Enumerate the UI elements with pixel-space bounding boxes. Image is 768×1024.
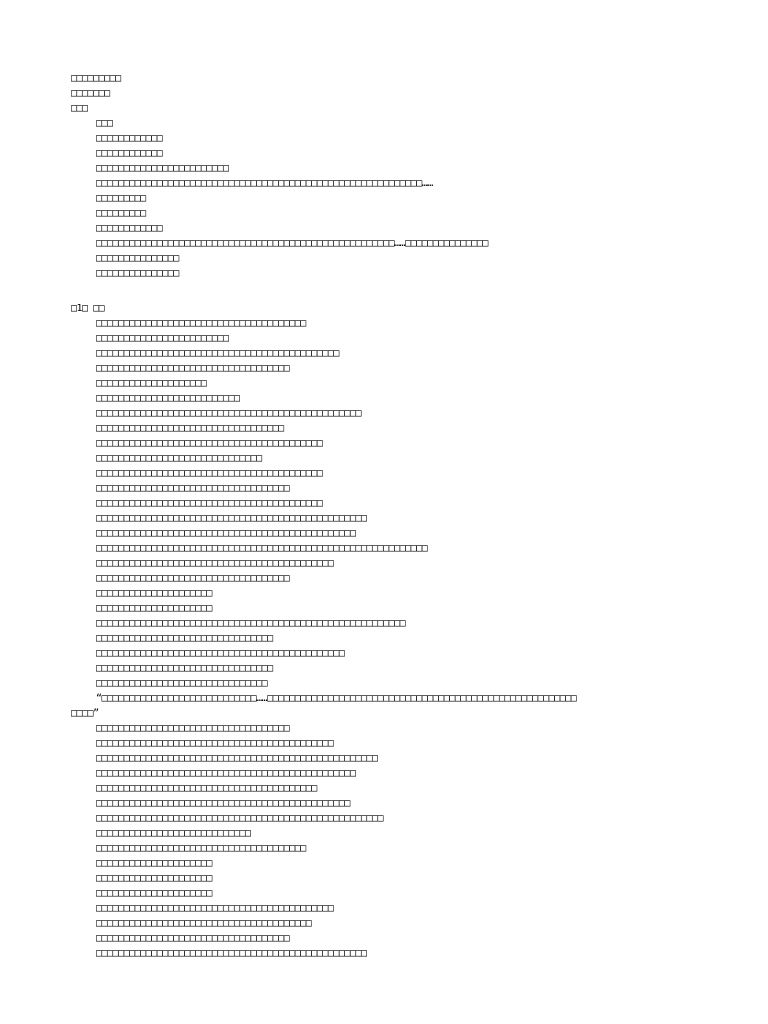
body-line: □□□□□□□□□□□□□□□□□□□□□□□□□□□□□□□□□□□□□□□□□□□□□□□ [96, 768, 356, 779]
body-line: □□□□□□□□□□□□□□□□□□□□□ [96, 888, 212, 899]
body-line: □□□□□□□□□□□□□□□□□□□□□□□□□□□□□□□□□□□ [96, 363, 290, 374]
body-line: □□□□□□□□□□□□□□□□□□□□□□□□□□□□□□□□□□□ [96, 723, 290, 734]
body-line: □□□□□□□□□□□□□□□□□□□□□□□□□□□□□□□□□□□□□□□□□□□□□□□□□□□□□□□□□□□□ [96, 543, 428, 554]
body-line: □□□□□□□□□□□□□□□□□□□□□ [96, 588, 212, 599]
body-line: □□□□□□□□□□□□□□□□□□□□□□□□□□□□□□□□□□□ [96, 483, 290, 494]
body-line: □□□□□□□□□□□□□□□□□□□□□□□□□□□□□□□□□□□ [96, 933, 290, 944]
body-line: □□□□□□□□□□□□□□□□□□□□□ [96, 858, 212, 869]
toc-line: □□□ [96, 118, 113, 129]
body-line: □□□□□□□□□□□□□□□□□□□□□□□□□□ [96, 393, 240, 404]
body-line: □□□□□□□□□□□□□□□□□□□□□□□□□□□□□□□□□□□□□□□□□□□□□□ [96, 798, 350, 809]
body-line: □□□□□□□□□□□□□□□□□□□□□□□□□□□□□□□□□□□□□□□□□□□□□□□□□ [96, 948, 367, 959]
toc-line: □□□□□□□□□□□□□□□ [96, 253, 179, 264]
front-line: □□□□□□□□□ [71, 73, 121, 84]
toc-line: □□□□□□□□□ [96, 193, 146, 204]
front-line: □□□ [71, 103, 88, 114]
body-line: □□□□□□□□□□□□□□□□□□□□□□□□□□□□□□□□□□□□□□□□□□□□ [96, 348, 339, 359]
body-line: □□□□□□□□□□□□□□□□□□□□□□□□□□□□□□□□□□□□□□□□□□□□□□□□ [96, 408, 361, 419]
body-line: □□□□□□□□□□□□□□□□□□□□□□□□□□□□□□□□□□□□□□□□□□□ [96, 558, 334, 569]
body-line: □□□□□□□□□□□□□□□□□□□□□□□□□□□□□□□□□□□□□□□□□ [96, 468, 323, 479]
body-line: □□□□□□□□□□□□□□□□□□□□□□□□□□□□□□□□□□□□□□□□□□□□□□□□□□□□ [96, 813, 384, 824]
body-line: □□□□□□□□□□□□□□□□□□□□□□□□ [96, 333, 229, 344]
quote-tail: □□□□” [71, 708, 99, 719]
body-line: □□□□□□□□□□□□□□□□□□□□□□□□□□□□□□□□□□ [96, 423, 284, 434]
body-line: □□□□□□□□□□□□□□□□□□□□□□□□□□□□□□□□□□□□□□□□□ [96, 438, 323, 449]
body-line: □□□□□□□□□□□□□□□□□□□□□□□□□□□□□□□□□□□□□□□□□□□□□□□□□□□□□□□□ [96, 618, 406, 629]
table-of-contents [71, 116, 711, 281]
chapter-body [71, 316, 711, 961]
quote-line: “□□□□□□□□□□□□□□□□□□□□□□□□□□□□……□□□□□□□□□□□□□□□□□□□□□□□□□□□□□□□□□□□□□□□□□□□□□□□□□□□□□□□□ [96, 693, 577, 704]
body-line: □□□□□□□□□□□□□□□□□□□□□□□□□□□□□□□□□□□□□□□□□ [96, 498, 323, 509]
body-line: □□□□□□□□□□□□□□□□□□□□□□□□□□□□□□□□□□□□□□□□□□□□□□□□□ [96, 513, 367, 524]
toc-line: □□□□□□□□□ [96, 208, 146, 219]
toc-line: □□□□□□□□□□□□□□□□□□□□□□□□ [96, 163, 229, 174]
toc-line: □□□□□□□□□□□□□□□□□□□□□□□□□□□□□□□□□□□□□□□□□□□□□□□□□□□□□□□□□□□…… [96, 178, 433, 189]
body-line: □□□□□□□□□□□□□□□□□□□□ [96, 378, 207, 389]
body-line: □□□□□□□□□□□□□□□□□□□□□□□□□□□□□□□□□□□□□□□□ [96, 783, 317, 794]
body-line: □□□□□□□□□□□□□□□□□□□□□ [96, 873, 212, 884]
toc-line: □□□□□□□□□□□□□□□ [96, 268, 179, 279]
body-line: □□□□□□□□□□□□□□□□□□□□□□□□□□□□□□□□□□□□□□□ [96, 918, 312, 929]
front-line: □□□□□□□ [71, 88, 110, 99]
body-line: □□□□□□□□□□□□□□□□□□□□□□□□□□□□□□□□ [96, 633, 273, 644]
toc-line: □□□□□□□□□□□□□□□□□□□□□□□□□□□□□□□□□□□□□□□□□□□□□□□□□□□□□□……□□□□□□□□□□□□□□□ [96, 238, 488, 249]
toc-line: □□□□□□□□□□□□ [96, 148, 163, 159]
body-line: □□□□□□□□□□□□□□□□□□□□□□□□□□□□□□□□□□□□□□□□□□□ [96, 903, 334, 914]
body-line: □□□□□□□□□□□□□□□□□□□□□□□□□□□□□□□□ [96, 663, 273, 674]
section-spacer [71, 281, 711, 301]
toc-line: □□□□□□□□□□□□ [96, 133, 163, 144]
toc-line: □□□□□□□□□□□□ [96, 223, 163, 234]
body-line: □□□□□□□□□□□□□□□□□□□□□□□□□□□□□□□ [96, 678, 268, 689]
chapter-heading: □1□ □□ [71, 303, 105, 314]
body-line: □□□□□□□□□□□□□□□□□□□□□□□□□□□□□□□□□□□□□□□□□□□□□ [96, 648, 345, 659]
body-line: □□□□□□□□□□□□□□□□□□□□□ [96, 603, 212, 614]
body-line: □□□□□□□□□□□□□□□□□□□□□□□□□□□□□□□□□□□□□□□□□□□□□□□□□□□ [96, 753, 378, 764]
document-page [71, 71, 711, 961]
body-line: □□□□□□□□□□□□□□□□□□□□□□□□□□□□□□□□□□□□□□ [96, 318, 306, 329]
body-line: □□□□□□□□□□□□□□□□□□□□□□□□□□□□□□ [96, 453, 262, 464]
body-line: □□□□□□□□□□□□□□□□□□□□□□□□□□□□□□□□□□□ [96, 573, 290, 584]
body-line: □□□□□□□□□□□□□□□□□□□□□□□□□□□□□□□□□□□□□□□□□□□□□□□ [96, 528, 356, 539]
body-line: □□□□□□□□□□□□□□□□□□□□□□□□□□□□□□□□□□□□□□□□□□□ [96, 738, 334, 749]
front-matter [71, 71, 711, 116]
body-line: □□□□□□□□□□□□□□□□□□□□□□□□□□□□□□□□□□□□□□ [96, 843, 306, 854]
body-line: □□□□□□□□□□□□□□□□□□□□□□□□□□□□ [96, 828, 251, 839]
